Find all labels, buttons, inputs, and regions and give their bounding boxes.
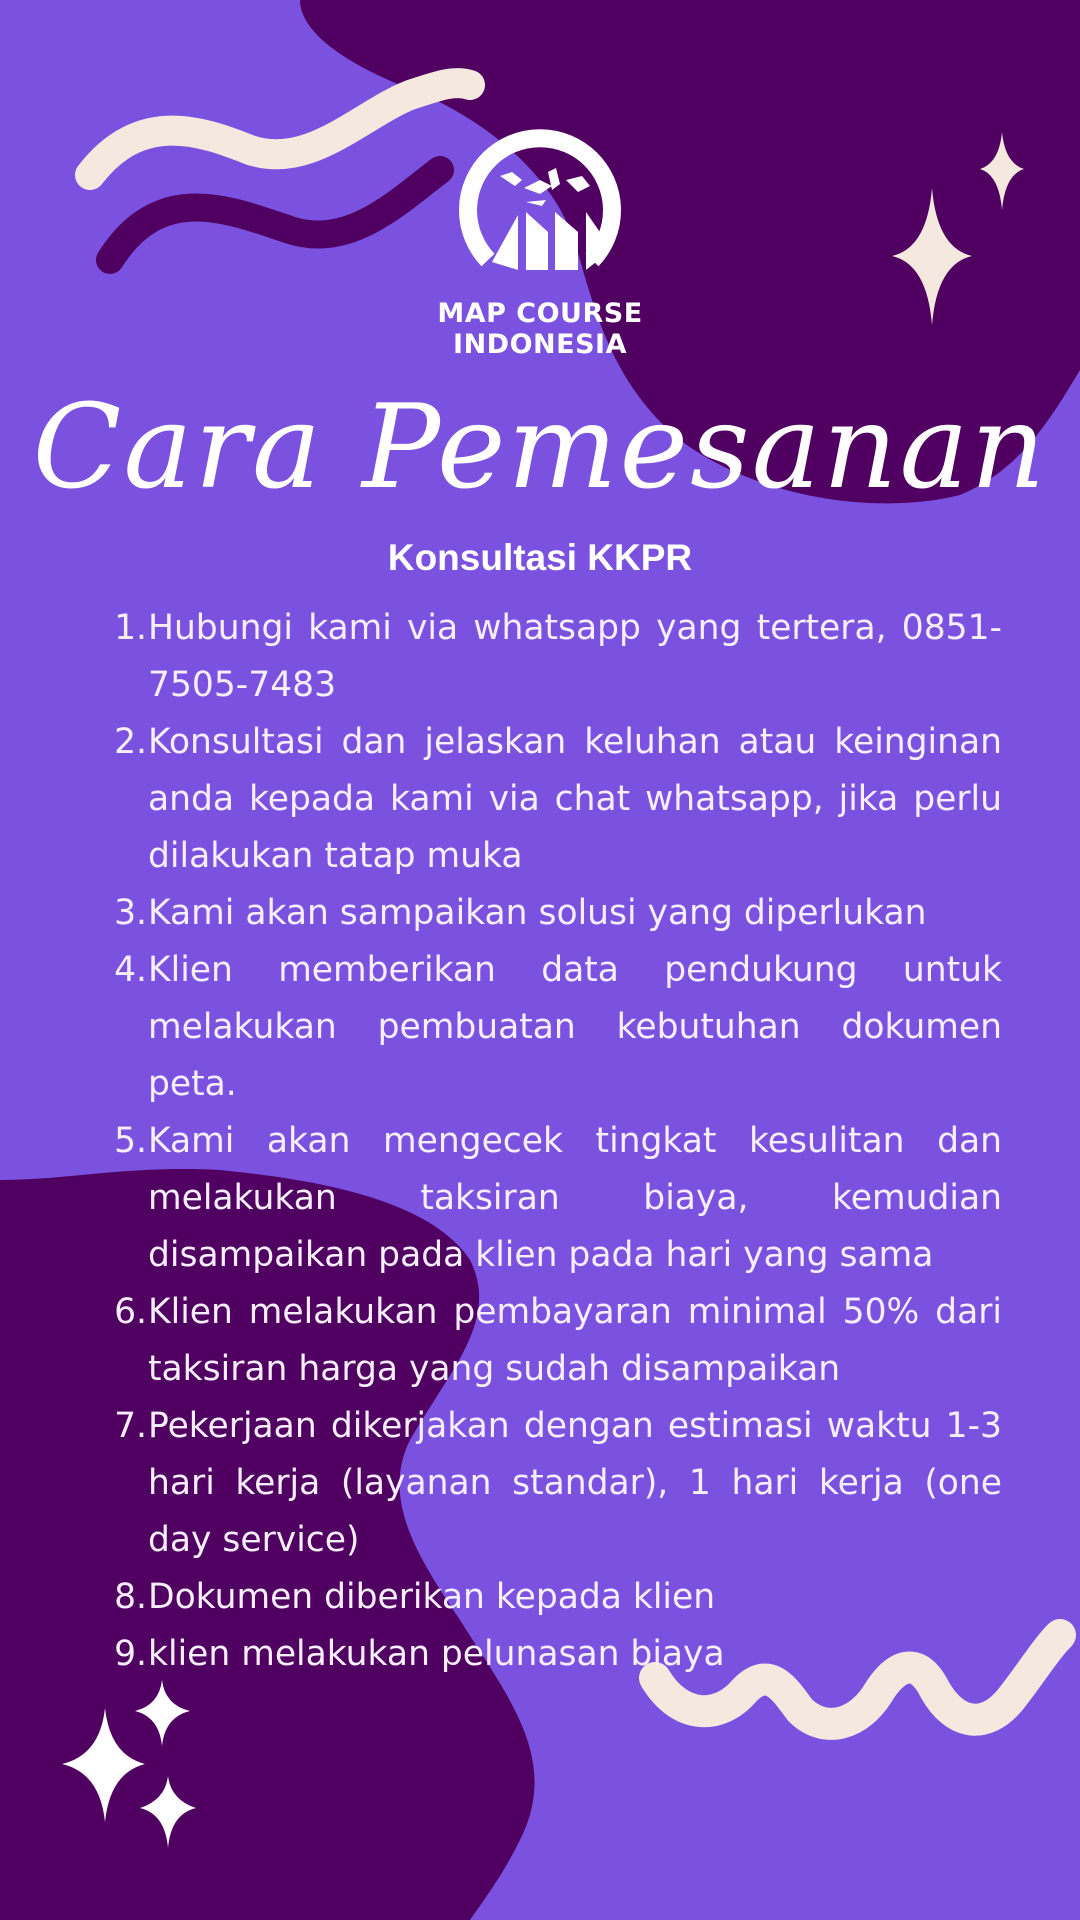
step-number: 2. [114,722,147,762]
step-item [95,942,1002,1113]
step-text: Konsultasi dan jelaskan keluhan atau keinginan anda kepada kami via chat whatsapp, jika perlu dilakukan tatap muka [148,722,1002,876]
step-text: Pekerjaan dikerjakan dengan estimasi waktu 1-3 hari kerja (layanan standar), 1 hari kerja (one day service) [148,1406,1002,1560]
step-number: 4. [114,950,147,990]
brand-name-line2: INDONESIA [453,329,627,360]
step-item [95,885,1002,942]
step-number: 3. [114,893,147,933]
step-item [95,1398,1002,1569]
step-number: 8. [114,1577,147,1617]
brand-name [0,298,1080,360]
step-item [95,1569,1002,1626]
steps-list [95,600,1002,1683]
step-item [95,1284,1002,1398]
step-number: 9. [114,1634,147,1674]
dark-squiggle-top-left [110,170,440,260]
step-text: Dokumen diberikan kepada klien [148,1577,716,1617]
step-text: klien melakukan pelunasan biaya [148,1634,725,1674]
step-item [95,1626,1002,1683]
step-number: 1. [114,608,147,648]
page-title: Cara Pemesanan [32,380,1048,515]
step-number: 7. [114,1406,147,1446]
step-text: Kami akan sampaikan solusi yang diperlukan [148,893,927,933]
step-item [95,714,1002,885]
step-text: Klien memberikan data pendukung untuk melakukan pembuatan kebutuhan dokumen peta. [148,950,1002,1104]
cream-squiggle-top-left [90,83,470,175]
step-item [95,600,1002,714]
step-text: Kami akan mengecek tingkat kesulitan dan melakukan taksiran biaya, kemudian disampaikan pada klien pada hari yang sama [148,1121,1002,1275]
step-number: 6. [114,1292,147,1332]
step-text: Hubungi kami via whatsapp yang tertera, 0851-7505-7483 [148,608,1002,705]
page-subtitle: Konsultasi KKPR [387,537,693,578]
brand-name-line1: MAP COURSE [437,298,643,329]
step-number: 5. [114,1121,147,1161]
step-item [95,1113,1002,1284]
step-text: Klien melakukan pembayaran minimal 50% dari taksiran harga yang sudah disampaikan [148,1292,1002,1389]
